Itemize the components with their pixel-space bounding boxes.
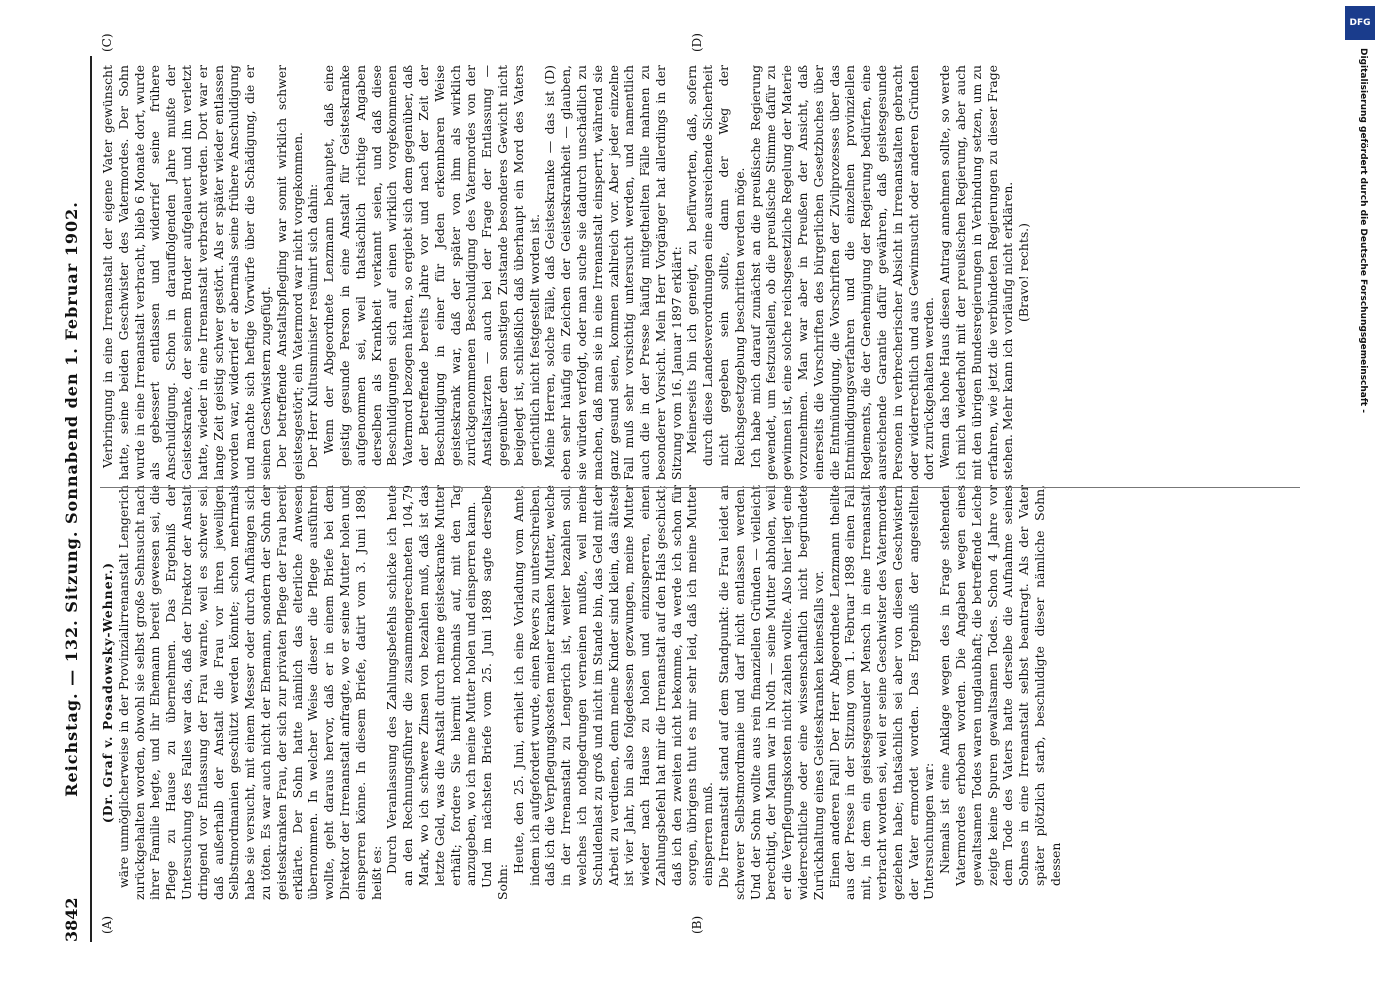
speaker-label: (Dr. Graf v. Posadowsky-Wehner.) <box>100 561 115 824</box>
left-paragraph: Und im nächsten Briefe vom 25. Juni 1898 sagte derselbe Sohn: <box>479 485 510 900</box>
right-paragraph: Ich habe mich darauf zunächst an die preußische Regierung gewendet, um festzustellen, ob die preußische Stimme dafür zu gewinnen ist, eine solche reichsgesetzliche Regelung der Materie vorzunehmen. Man war aber in Preußen der Ansicht, daß einerseits die Vorschriften des bürgerlichen Gesetzbuches über die Entmündigung, die Vorschriften der Zivilprozesses über das Entmündigungsverfahren und die einzelnen provinziellen Reglements, die der Genehmigung der Regierung bedürfen, eine ausreichende Garantie dafür gewähren, daß geistesgesunde Personen in verbrecherischer Absicht in Irrenanstalten gebracht oder widerrechtlich und aus Gewinnsucht oder anderen Gründen dort zurückgehalten werden. <box>747 65 937 480</box>
left-column <box>100 485 1300 900</box>
quoted-letter: Durch Veranlassung des Zahlungsbefehls schicke ich heute an den Rechnungsführer die zusammengerechneten 104,79 Mark, wo ich schwere Zinsen von bezahlen muß, daß ist das letzte Geld, was die Anstalt durch meine geisteskranke Mutter erhält; fordere Sie hiermit nochmals auf, mit den Tag anzugeben, wo ich meine Mutter holen und einsperren kann. <box>384 485 479 886</box>
right-paragraph: Der betreffende Anstaltspflegling war somit wirklich schwer geistesgestört; ein Vatermord war nicht vorgekommen. <box>273 65 305 480</box>
sidebar-note: Digitalisierung gefördert durch die Deutsche Forschungsgemeinschaft - <box>1358 48 1368 413</box>
quoted-statement: Wenn der Abgeordnete Lenzmann behauptet, daß eine geistig gesunde Person in eine Anstalt für Geisteskranke aufgenommen sei, weil thatsächlich richtige Angaben derselben als Krankheit verkannt seien, und daß diese Beschuldigungen sich auf einen wirklich vorgekommenen Vatermord bezogen hätten, so ergiebt sich dem gegenüber, daß der Betreffende bereits Jahre vor und nach der Zeit der Beschuldigung in einer für Jeden erkennbaren Weise geisteskrank war, daß der später von ihm als wirklich zurückgenommenen Beschuldigung des Vatermordes von der Anstaltsärzten — auch bei der Frage der Entlassung — gegenüber dem sonstigen Zustande besonderes Gewicht nicht beigelegt ist, schließlich daß überhaupt ein Mord des Vaters gerichtlich nicht festgestellt worden ist. <box>321 65 542 466</box>
left-paragraph: wäre unmöglicherweise in der Provinzialirrenanstalt Lengerich zurückgehalten worden, obwohl sie selbst große Sehnsucht nach ihrer Familie hegte, und ihr Ehemann bereit gewesen sei, die Pflege zu Hause zu übernehmen. Das Ergebniß der Untersuchung des Falles war das, daß der Direktor der Anstalt dringend vor Entlassung der Frau warnte, weil es schwer sei, daß außerhalb der Anstalt die Frau vor ihren jeweiligen Selbstmordmanien geschützt werden könnte; schon mehrmals habe sie versucht, mit einem Messer oder durch Aufhängen sich zu töten. Es war auch nicht der Ehemann, sondern der Sohn der geisteskranken Frau, der sich zur privaten Pflege der Frau bereit erklärte. Der Sohn hatte nämlich das elterliche Anwesen übernommen. In welcher Weise dieser die Pflege ausführen wollte, geht daraus hervor, daß er in einem Briefe bei dem Direktor der Irrenanstalt anfragte, wo er seine Mutter holen und einsperren könne. In diesem Briefe, datirt vom 3. Juni 1898, heißt es: <box>115 485 384 900</box>
margin-marker-a: (A) <box>100 915 114 934</box>
quoted-letter: Heute, den 25. Juni, erhielt ich eine Vorladung vom Amte, indem ich aufgefordert wurde, einen Revers zu unterschreiben, daß ich die Verpflegungskosten meiner kranken Mutter, welche in der Irrenanstalt zu Lengerich ist, weiter bezahlen soll, welches ich nothgedrungen verneinen mußte, weil meine Schuldenlast zu groß und nicht im Stande bin, das Geld mit der Arbeit zu verdienen, denn meine Kinder sind klein, das älteste ist vier Jahr, bin also folgedessen gezwungen, meine Mutter wieder nach Hause zu holen und einzusperren, einen Zahlungsbefehl hat mir die Irrenanstalt auf den Hals geschickt; daß ich den zweiten nicht bekomme, da werde ich schon für sorgen, übrigens thut es mir sehr leid, daß ich meine Mutter einsperren muß. <box>510 485 716 886</box>
right-paragraph: Meine Herren, solche Fälle, daß Geisteskranke — das ist (D) eben sehr häufig ein Zeichen der Geisteskrankheit — glauben, sie würden verfolgt, oder man suche sie dadurch unschädlich zu machen, daß man sie in eine Irrenanstalt einsperrt, während sie ganz gesund seien, kommen zahlreich vor. Aber jeder einzelne Fall muß sehr vorsichtig untersucht werden, und namentlich auch die in der Presse häufig mitgetheilten Fälle mahnen zu besonderer Vorsicht. Mein Herr Vorgänger hat allerdings in der Sitzung vom 16. Januar 1897 erklärt: <box>542 65 684 480</box>
quoted-finding: Niemals ist eine Anklage wegen des in Frage stehenden Vatermordes erhoben worden. Die Angaben wegen eines gewaltsamen Todes waren unglaubhaft; die betreffende Leiche zeigte keine Spuren gewaltsamen Todes. Schon 4 Jahre vor dem Tode des Vaters hatte derselbe die Aufnahme seines Sohnes in eine Irrenanstalt selbst beantragt. Als der Vater später plötzlich starb, beschuldigte dieser nämliche Sohn, dessen <box>937 485 1063 886</box>
margin-marker-c: (C) <box>100 33 114 52</box>
right-paragraph: Verbringung in eine Irrenanstalt der eigene Vater gewünscht hatte, seine beiden Geschwister des Vatermordes. Der Sohn wurde in eine Irrenanstalt verbracht, blieb 6 Monate dort, wurde als gebessert entlassen und widerrief seine frühere Anschuldigung. Schon in darauffolgenden Jahre mußte der Geisteskranke, der seinem Bruder aufgelauert und ihn verletzt hatte, wieder in eine Irrenanstalt verbracht werden. Dort war er lange Zeit geistig schwer gestört. Als er später wieder entlassen worden war, widerrief er abermals seine frühere Anschuldigung und machte sich heftige Vorwürfe über die Schädigung, die er seinen Geschwistern zugefügt. <box>100 65 273 480</box>
margin-marker-b: (B) <box>690 915 704 934</box>
quoted-statement: Meinerseits bin ich geneigt, zu befürworten, daß, sofern durch diese Landesverordnungen eine ausreichende Sicherheit nicht gegeben sein sollte, dann der Weg der Reichsgesetzgebung beschritten werden möge. <box>684 65 747 466</box>
right-paragraph: Der Herr Kultusminister resümirt sich dahin: <box>305 183 321 468</box>
applause-note: (Bravo! rechts.) <box>1016 223 1032 322</box>
left-paragraph: Die Irrenanstalt stand auf dem Standpunkt: die Frau leidet an schwerer Selbstmordmanie und darf nicht entlassen werden. Und der Sohn wollte aus rein finanziellen Gründen — vielleicht berechtigt, der Mann war in Noth — seine Mutter abholen, weil er die Verpflegungskosten nicht zahlen wollte. Also hier liegt eine widerrechtliche oder eine wissenschaftlich nicht begründete Zurückhaltung eines Geisteskranken keinesfalls vor. <box>716 485 826 900</box>
margin-marker-d: (D) <box>690 33 704 52</box>
dfg-logo: DFG <box>1345 6 1375 40</box>
page-header <box>62 56 86 942</box>
column-divider <box>100 487 1300 488</box>
left-paragraph: Einen anderen Fall! Der Herr Abgeordnete Lenzmann theilte aus der Presse in der Sitzung vom 1. Februar 1898 einen Fall mit, in dem ein geistesgesunder Mensch in eine Irrenanstalt verbracht worden sei, weil er seine Geschwister des Vatermordes geziehen habe; thatsächlich sei aber von diesen Geschwistern der Vater ermordet worden. Das Ergebniß der angestellten Untersuchungen war: <box>826 485 937 900</box>
page-title: Reichstag. — 132. Sitzung. Sonnabend den 1. Februar 1902. <box>62 201 81 797</box>
sidebar-note-container <box>1352 48 1370 988</box>
page-number: 3842 <box>62 897 81 942</box>
header-rule <box>90 56 92 942</box>
right-paragraph: Wenn das hohe Haus diesen Antrag annehmen sollte, so werde ich mich wiederholt mit der preußischen Regierung, aber auch mit den übrigen Bundesregierungen in Verbindung setzen, um zu erfahren, wie jetzt die verbündeten Regierungen zu dieser Frage stehen. Mehr kann ich vorläufig nicht erklären. <box>937 65 1016 480</box>
right-column <box>100 65 1300 480</box>
